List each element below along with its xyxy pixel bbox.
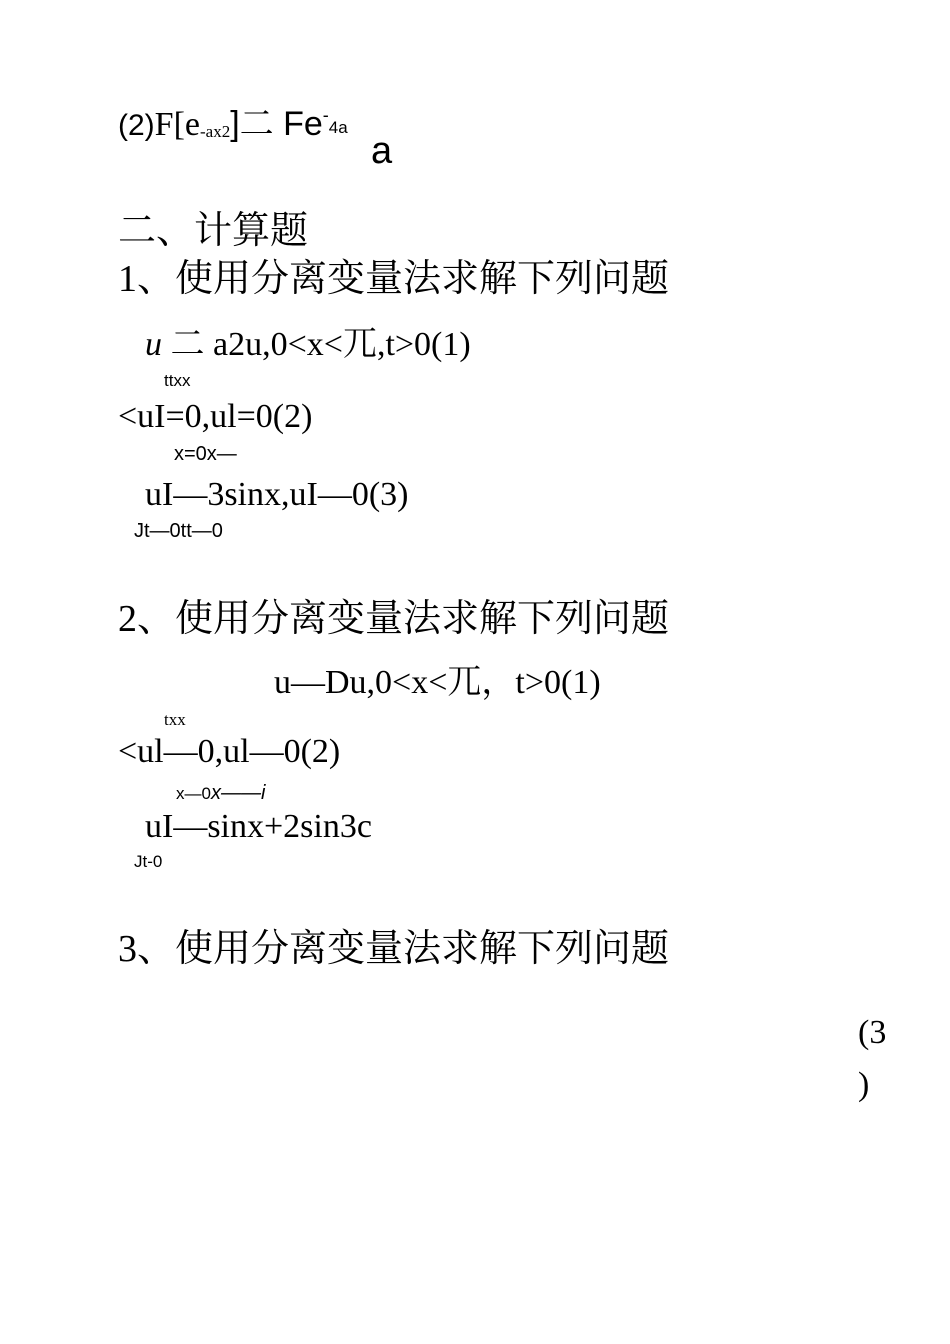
- problem-1-eq3-sub: Jt—0tt—0: [134, 520, 223, 542]
- problem-2-eq2-sub: [176, 783, 265, 803]
- problem-2-eq3-sub: Jt-0: [134, 852, 163, 871]
- formula-line-2: [118, 106, 348, 142]
- formula-prefix: (2): [118, 109, 155, 142]
- problem-1-eq1-sub: ttxx: [164, 371, 191, 390]
- problem-2-eq2-sub-a: x—0: [176, 784, 211, 803]
- formula-close: ]二 Fe: [230, 105, 323, 143]
- formula-sup: -: [322, 105, 329, 125]
- formula-main: F[e: [154, 106, 200, 143]
- formula-a: a: [371, 130, 393, 172]
- problem-3-title: 3、使用分离变量法求解下列问题: [118, 928, 670, 970]
- problem-2-eq1-sub: txx: [164, 710, 186, 729]
- problem-1-eq1-u: u: [145, 326, 162, 363]
- problem-2-eq1: u—Du,0<x<兀，t>0(1): [274, 664, 601, 701]
- formula-exponent: -ax2: [200, 122, 231, 141]
- problem-2-eq2: <ul—0,ul—0(2): [118, 733, 341, 770]
- problem-1-eq2: <uI=0,ul=0(2): [118, 398, 313, 435]
- margin-note-line2: ): [858, 1066, 870, 1103]
- formula-sub: 4a: [328, 118, 348, 137]
- problem-1-eq2-sub: x=0x—: [174, 443, 237, 465]
- problem-2-eq3: uI—sinx+2sin3c: [145, 808, 372, 845]
- problem-1-eq3: uI—3sinx,uI—0(3): [145, 476, 409, 513]
- margin-note-line1: (3: [858, 1014, 887, 1051]
- section-title: 二、计算题: [118, 210, 309, 252]
- problem-2-title: 2、使用分离变量法求解下列问题: [118, 598, 670, 640]
- problem-1-eq1-main: 二 a2u,0<x<兀,t>0(1): [170, 326, 471, 363]
- problem-1-eq1: [145, 328, 471, 362]
- problem-2-eq2-sub-b: x——i: [210, 782, 266, 804]
- problem-1-title: 1、使用分离变量法求解下列问题: [118, 258, 670, 300]
